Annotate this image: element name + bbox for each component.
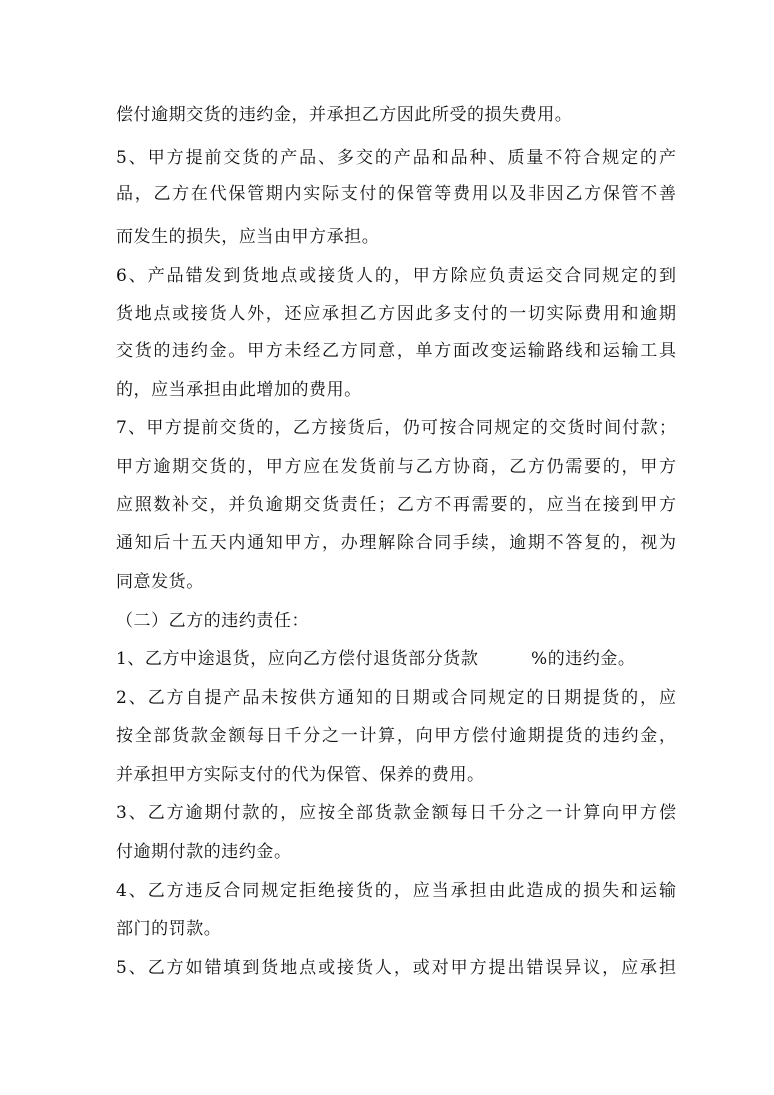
- text-line: 部门的罚款。: [116, 919, 222, 939]
- text-line: 同意发货。: [116, 572, 204, 592]
- text-line: 5、乙方如错填到货地点或接货人，或对甲方提出错误异议，应承担: [116, 958, 676, 978]
- text-line: 3、乙方逾期付款的，应按全部货款金额每日千分之一计算向甲方偿: [116, 803, 676, 823]
- text-line: 偿付逾期交货的违约金，并承担乙方因此所受的损失费用。: [116, 105, 573, 125]
- text-line: 货地点或接货人外，还应承担乙方因此多支付的一切实际费用和逾期: [116, 304, 676, 324]
- text-line: 6、产品错发到货地点或接货人的，甲方除应负责运交合同规定的到: [116, 266, 676, 286]
- text-line: 5、甲方提前交货的产品、多交的产品和品种、质量不符合规定的产: [116, 148, 676, 168]
- text-line: 交货的违约金。甲方未经乙方同意，单方面改变运输路线和运输工具: [116, 341, 676, 361]
- text-line: 品，乙方在代保管期内实际支付的保管等费用以及非因乙方保管不善: [116, 184, 676, 204]
- text-line: 2、乙方自提产品未按供方通知的日期或合同规定的日期提货的，应: [116, 688, 676, 708]
- text-line: 1、乙方中途退货，应向乙方偿付退货部分货款 %的违约金。: [116, 649, 636, 669]
- text-line: 付逾期付款的违约金。: [116, 842, 292, 862]
- text-line: 7、甲方提前交货的，乙方接货后，仍可按合同规定的交货时间付款；: [116, 418, 676, 438]
- text-line: 而发生的损失，应当由甲方承担。: [116, 227, 380, 247]
- text-line: 4、乙方违反合同规定拒绝接货的，应当承担由此造成的损失和运输: [116, 881, 676, 901]
- text-line: 的，应当承担由此增加的费用。: [116, 380, 362, 400]
- section-heading: （二）乙方的违约责任：: [116, 611, 310, 631]
- text-line: 甲方逾期交货的，甲方应在发货前与乙方协商，乙方仍需要的，甲方: [116, 457, 676, 477]
- text-line: 通知后十五天内通知甲方，办理解除合同手续，逾期不答复的，视为: [116, 533, 676, 553]
- text-line: 按全部货款金额每日千分之一计算，向甲方偿付逾期提货的违约金，: [116, 726, 676, 746]
- text-line: 并承担甲方实际支付的代为保管、保养的费用。: [116, 765, 485, 785]
- text-line: 应照数补交，并负逾期交货责任；乙方不再需要的，应当在接到甲方: [116, 495, 676, 515]
